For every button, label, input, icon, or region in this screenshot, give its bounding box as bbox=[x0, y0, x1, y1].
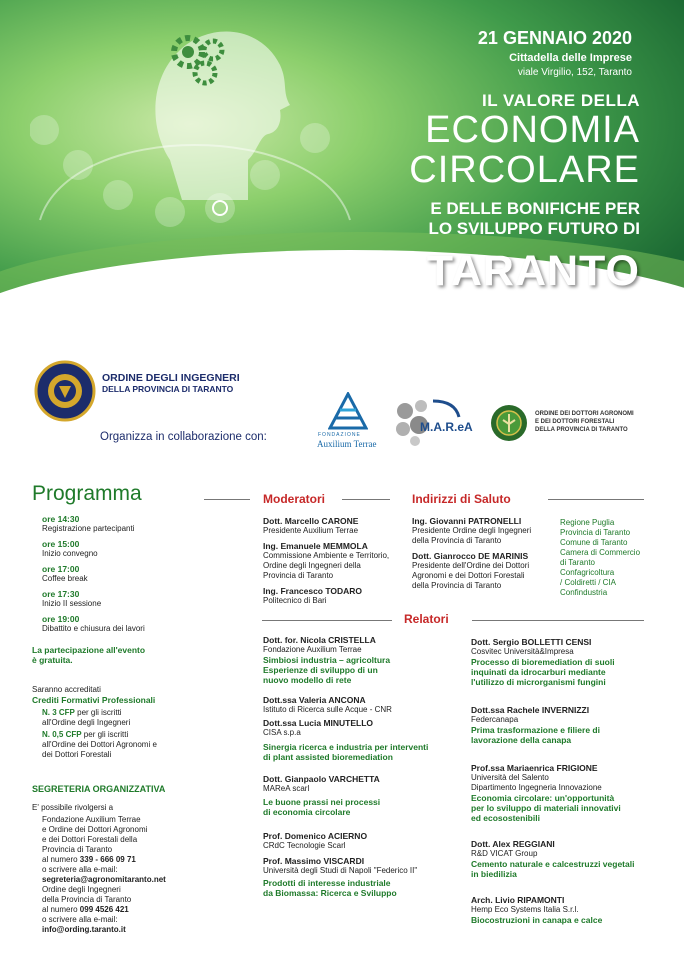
relatore-name: Prof.ssa Mariaenrica FRIGIONE bbox=[471, 763, 598, 773]
relatore-org: Fondazione Auxilium Terrae bbox=[263, 645, 362, 654]
relatore-name: Dott.ssa Rachele INVERNIZZI bbox=[471, 705, 590, 715]
saluto-enti bbox=[560, 518, 660, 598]
relatore-talk: Prodotti di interesse industriale bbox=[263, 878, 391, 888]
relatore-talk: Le buone prassi nei processi bbox=[263, 797, 381, 807]
title-taranto: TARANTO bbox=[426, 247, 640, 295]
moderatore-name: Ing. Emanuele MEMMOLA bbox=[263, 541, 368, 551]
divider bbox=[262, 620, 392, 621]
relatore bbox=[471, 705, 661, 745]
relatore-org: Cosvitec Università&Impresa bbox=[471, 647, 574, 656]
programma-item bbox=[42, 564, 212, 584]
segreteria-line: della Provincia di Taranto bbox=[42, 895, 132, 904]
cfp-title: Crediti Formativi Professionali bbox=[32, 695, 156, 705]
ente-item: / Coldiretti / CIA bbox=[560, 578, 617, 587]
moderatore-role: Provincia di Taranto bbox=[263, 571, 334, 580]
programma-time: ore 19:00 bbox=[42, 614, 80, 624]
segreteria-email[interactable]: info@ording.taranto.it bbox=[42, 925, 126, 934]
relatore-talk: l'utilizzo di microrganismi fungini bbox=[471, 677, 606, 687]
relatore bbox=[471, 637, 661, 687]
relatore bbox=[263, 831, 463, 851]
cfp-agronomi-amount: N. 0,5 CFP bbox=[42, 730, 82, 739]
phone-prefix: al numero bbox=[42, 855, 80, 864]
saluto-name: Ing. Giovanni PATRONELLI bbox=[412, 516, 522, 526]
saluto-title: Indirizzi di Saluto bbox=[412, 492, 511, 506]
ordine-ingegneri-name: ORDINE DEGLI INGEGNERI bbox=[102, 372, 240, 384]
relatore-name: Prof. Massimo VISCARDI bbox=[263, 856, 365, 866]
divider bbox=[472, 620, 644, 621]
agronomi-line1: ORDINE DEI DOTTORI AGRONOMI bbox=[535, 411, 634, 417]
relatore bbox=[263, 635, 463, 685]
relatore-org: Università degli Studi di Napoli "Federico II" bbox=[263, 866, 418, 875]
relatore-name: Dott. for. Nicola CRISTELLA bbox=[263, 635, 376, 645]
segreteria-mail-prefix: o scrivere alla e-mail: bbox=[42, 865, 118, 874]
programma-label: Registrazione partecipanti bbox=[42, 524, 135, 533]
relatore-org: Dipartimento Ingegneria Innovazione bbox=[471, 783, 602, 792]
relatore-talk: ed ecosostenibili bbox=[471, 813, 540, 823]
marea-name: M.A.R.eA bbox=[420, 420, 473, 434]
programma-time: ore 14:30 bbox=[42, 514, 80, 524]
cfp-agronomi-order2: dei Dottori Forestali bbox=[42, 750, 112, 759]
programma-label: Coffee break bbox=[42, 574, 88, 583]
relatore-org: Federcanapa bbox=[471, 715, 519, 724]
programma-title: Programma bbox=[32, 482, 142, 505]
segreteria-line: e dei Dottori Forestali della bbox=[42, 835, 138, 844]
relatore-org: CISA s.p.a bbox=[263, 728, 301, 737]
cfp-ingegneri-amount: N. 3 CFP bbox=[42, 708, 75, 717]
cfp-intro: Saranno accreditati bbox=[32, 685, 101, 694]
auxilium-small-label: FONDAZIONE bbox=[318, 432, 361, 438]
moderatori-title: Moderatori bbox=[263, 492, 326, 506]
relatore bbox=[471, 763, 661, 823]
saluto-role: Presidente Ordine degli Ingegneri bbox=[412, 526, 532, 535]
divider bbox=[342, 499, 390, 500]
circular-economy-icons bbox=[30, 80, 360, 250]
relatore-talk: da Biomassa: Ricerca e Sviluppo bbox=[263, 888, 397, 898]
cfp-ingegneri bbox=[42, 708, 130, 728]
programma-item bbox=[42, 539, 212, 559]
moderatore-name: Dott. Marcello CARONE bbox=[263, 516, 359, 526]
segreteria-phone: 339 - 666 09 71 bbox=[79, 855, 136, 864]
ente-item: di Taranto bbox=[560, 558, 595, 567]
relatore bbox=[471, 839, 661, 879]
ordine-agronomi-logo bbox=[490, 404, 528, 442]
relatore-talk: Cemento naturale e calcestruzzi vegetali bbox=[471, 859, 635, 869]
relatori-right bbox=[471, 637, 661, 925]
relatore-name: Prof. Domenico ACIERNO bbox=[263, 831, 368, 841]
programma-time: ore 15:00 bbox=[42, 539, 80, 549]
saluto-role: Presidente dell'Ordine dei Dottori bbox=[412, 561, 530, 570]
collaboration-label: Organizza in collaborazione con: bbox=[100, 431, 267, 443]
relatore bbox=[263, 718, 463, 762]
ordine-ingegneri-logo bbox=[34, 360, 96, 422]
segreteria-email[interactable]: segreteria@agronomitaranto.net bbox=[42, 875, 166, 884]
relatore-name: Dott. Sergio BOLLETTI CENSI bbox=[471, 637, 592, 647]
ente-item: Confindustria bbox=[560, 588, 608, 597]
programma-item bbox=[42, 514, 212, 534]
moderatori-list bbox=[263, 516, 408, 606]
saluto-role: della Provincia di Taranto bbox=[412, 536, 502, 545]
relatore-talk: Simbiosi industria – agricoltura bbox=[263, 655, 391, 665]
programma-item bbox=[42, 614, 212, 634]
relatore-talk: in biedilizia bbox=[471, 869, 517, 879]
relatore-talk: di economia circolare bbox=[263, 807, 351, 817]
title-line1: IL VALORE DELLA bbox=[482, 91, 640, 110]
segreteria-line: Fondazione Auxilium Terrae bbox=[42, 815, 141, 824]
title-line3: CIRCOLARE bbox=[409, 149, 640, 191]
segreteria-contact-2 bbox=[42, 885, 212, 935]
segreteria-phone-line bbox=[42, 905, 212, 915]
segreteria-phone-line bbox=[42, 855, 212, 865]
moderatore-role: Ordine degli Ingegneri della bbox=[263, 561, 361, 570]
saluto-name: Dott. Gianrocco DE MARINIS bbox=[412, 551, 529, 561]
saluto-role: Agronomi e dei Dottori Forestali bbox=[412, 571, 525, 580]
segreteria-mail-prefix: o scrivere alla e-mail: bbox=[42, 915, 118, 924]
cfp-ingegneri-order: all'Ordine degli Ingegneri bbox=[42, 718, 131, 727]
relatori-left bbox=[263, 635, 463, 898]
moderatore-role: Politecnico di Bari bbox=[263, 596, 327, 605]
ente-item: Regione Puglia bbox=[560, 518, 615, 527]
programma-label: Dibattito e chiusura dei lavori bbox=[42, 624, 145, 633]
relatore-talk: Economia circolare: un'opportunità bbox=[471, 793, 615, 803]
divider bbox=[204, 499, 250, 500]
relatore-talk: lavorazione della canapa bbox=[471, 735, 572, 745]
relatore bbox=[263, 856, 463, 898]
auxilium-terrae-name: Auxilium Terrae bbox=[317, 439, 377, 449]
relatore-talk: Prima trasformazione e filiere di bbox=[471, 725, 600, 735]
divider bbox=[548, 499, 644, 500]
ente-item: Provincia di Taranto bbox=[560, 528, 631, 537]
relatore-talk: Biocostruzioni in canapa e calce bbox=[471, 915, 603, 925]
saluto-list bbox=[412, 516, 557, 591]
relatore-org: MAReA scarl bbox=[263, 784, 310, 793]
event-date: 21 GENNAIO 2020 bbox=[477, 28, 632, 48]
programma-time: ore 17:30 bbox=[42, 589, 80, 599]
relatore bbox=[263, 695, 463, 715]
relatore bbox=[263, 774, 463, 817]
moderatore-role: Presidente Auxilium Terrae bbox=[263, 526, 359, 535]
auxilium-terrae-logo-icon bbox=[328, 392, 368, 430]
programma-item bbox=[42, 589, 212, 609]
moderatore-role: Commissione Ambiente e Territorio, bbox=[263, 551, 390, 560]
ordine-agronomi-name bbox=[535, 410, 634, 434]
relatore-talk: nuovo modello di rete bbox=[263, 675, 352, 685]
ente-item: Camera di Commercio bbox=[560, 548, 641, 557]
relatore-org: Istituto di Ricerca sulle Acque - CNR bbox=[263, 705, 392, 714]
segreteria-line: Ordine degli Ingegneri bbox=[42, 885, 121, 894]
relatore-org: Hemp Eco Systems Italia S.r.l. bbox=[471, 905, 579, 914]
relatore-name: Dott.ssa Valeria ANCONA bbox=[263, 695, 366, 705]
relatore-talk: inquinati da idrocarburi mediante bbox=[471, 667, 606, 677]
segreteria-phone: 099 4526 421 bbox=[79, 905, 129, 914]
free-entry-line1: La partecipazione all'evento bbox=[32, 645, 146, 655]
phone-prefix: al numero bbox=[42, 905, 80, 914]
segreteria-intro: E' possibile rivolgersi a bbox=[32, 803, 114, 812]
relatore-talk: Processo di bioremediation di suoli bbox=[471, 657, 615, 667]
relatore-org: Università del Salento bbox=[471, 773, 549, 782]
segreteria-line: e Ordine dei Dottori Agronomi bbox=[42, 825, 148, 834]
saluto-role: della Provincia di Taranto bbox=[412, 581, 502, 590]
relatori-title: Relatori bbox=[404, 612, 449, 626]
segreteria-title: SEGRETERIA ORGANIZZATIVA bbox=[32, 784, 166, 794]
relatore bbox=[471, 895, 661, 925]
relatore-org: R&D VICAT Group bbox=[471, 849, 538, 858]
relatore-talk: Esperienze di sviluppo di un bbox=[263, 665, 378, 675]
event-address: viale Virgilio, 152, Taranto bbox=[517, 67, 632, 78]
agronomi-line3: DELLA PROVINCIA DI TARANTO bbox=[535, 427, 628, 433]
agronomi-line2: E DEI DOTTORI FORESTALI bbox=[535, 419, 615, 425]
ente-item: Confagricoltura bbox=[560, 568, 615, 577]
programma-label: Inizio II sessione bbox=[42, 599, 102, 608]
relatore-name: Dott. Gianpaolo VARCHETTA bbox=[263, 774, 380, 784]
moderatore-name: Ing. Francesco TODARO bbox=[263, 586, 363, 596]
cfp-agronomi-text: per gli iscritti bbox=[81, 730, 129, 739]
free-entry-line2: è gratuita. bbox=[32, 655, 73, 665]
programma-list bbox=[42, 514, 212, 634]
relatore-name: Arch. Livio RIPAMONTI bbox=[471, 895, 565, 905]
cfp-agronomi-order1: all'Ordine dei Dottori Agronomi e bbox=[42, 740, 157, 749]
header-banner bbox=[0, 0, 684, 355]
segreteria-line: Provincia di Taranto bbox=[42, 845, 113, 854]
title-line5: LO SVILUPPO FUTURO DI bbox=[428, 219, 640, 238]
relatore-org: CRdC Tecnologie Scarl bbox=[263, 841, 346, 850]
relatore-name: Dott.ssa Lucia MINUTELLO bbox=[263, 718, 374, 728]
relatore-talk: per lo sviluppo di materiali innovativi bbox=[471, 803, 621, 813]
segreteria-contact-1 bbox=[42, 815, 212, 885]
relatore-name: Dott. Alex REGGIANI bbox=[471, 839, 555, 849]
title-line4: E DELLE BONIFICHE PER bbox=[430, 199, 640, 218]
ente-item: Comune di Taranto bbox=[560, 538, 628, 547]
event-venue: Cittadella delle Imprese bbox=[509, 52, 632, 64]
title-line2: ECONOMIA bbox=[425, 109, 640, 151]
programma-label: Inizio convegno bbox=[42, 549, 98, 558]
ordine-ingegneri-province: DELLA PROVINCIA DI TARANTO bbox=[102, 384, 234, 394]
cfp-agronomi bbox=[42, 730, 157, 760]
cfp-ingegneri-text: per gli iscritti bbox=[74, 708, 122, 717]
relatore-talk: Sinergia ricerca e industria per interventi bbox=[263, 742, 429, 752]
programma-time: ore 17:00 bbox=[42, 564, 80, 574]
relatore-talk: di plant assisted bioremediation bbox=[263, 752, 393, 762]
